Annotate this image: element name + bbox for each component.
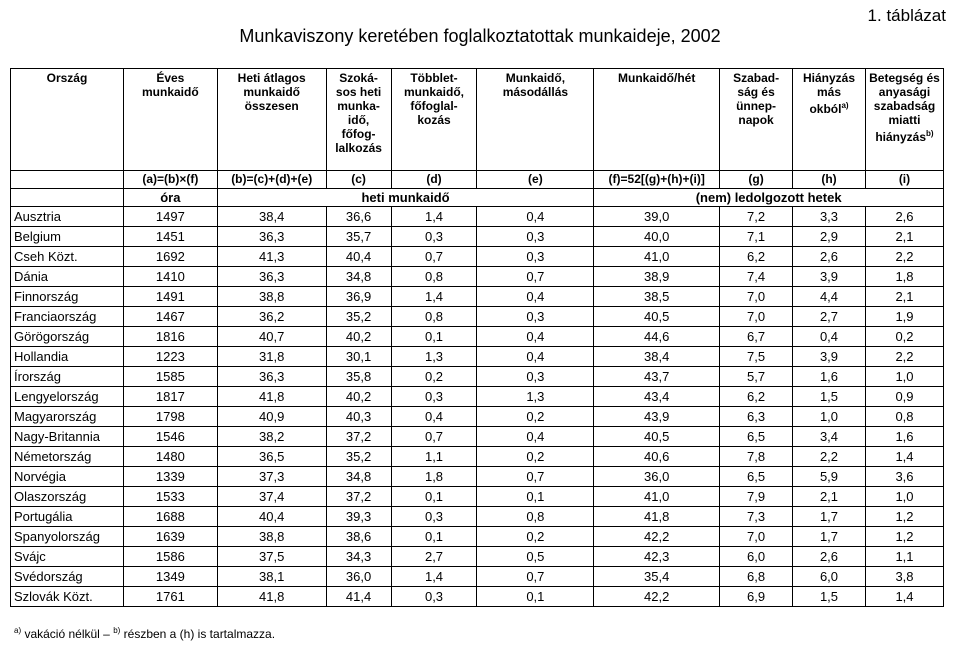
value-cell: 1339: [123, 467, 217, 487]
table-row: [11, 227, 944, 247]
country-cell: Olaszország: [11, 487, 124, 507]
value-cell: 2,6: [793, 247, 866, 267]
header-row: [11, 69, 944, 171]
value-cell: 0,3: [477, 307, 594, 327]
formula-cell: (i): [865, 171, 943, 189]
unit-cell: óra: [123, 189, 217, 207]
value-cell: 6,3: [720, 407, 793, 427]
table-row: [11, 207, 944, 227]
value-cell: 37,4: [217, 487, 326, 507]
value-cell: 37,3: [217, 467, 326, 487]
value-cell: 0,3: [477, 247, 594, 267]
value-cell: 1410: [123, 267, 217, 287]
footnote-text: vakáció nélkül –: [21, 627, 114, 641]
value-cell: 36,0: [594, 467, 720, 487]
table-row: [11, 247, 944, 267]
value-cell: 0,3: [477, 227, 594, 247]
value-cell: 0,3: [391, 587, 477, 607]
value-cell: 0,7: [477, 267, 594, 287]
value-cell: 1,4: [391, 287, 477, 307]
unit-cell: heti munkaidő: [217, 189, 594, 207]
value-cell: 40,2: [326, 327, 391, 347]
footnote-marker: a): [841, 101, 849, 110]
value-cell: 37,5: [217, 547, 326, 567]
value-cell: 7,9: [720, 487, 793, 507]
value-cell: 5,7: [720, 367, 793, 387]
value-cell: 40,9: [217, 407, 326, 427]
value-cell: 38,8: [217, 287, 326, 307]
value-cell: 38,4: [217, 207, 326, 227]
value-cell: 39,3: [326, 507, 391, 527]
value-cell: 1,8: [865, 267, 943, 287]
value-cell: 1,1: [391, 447, 477, 467]
value-cell: 35,2: [326, 447, 391, 467]
country-cell: Hollandia: [11, 347, 124, 367]
value-cell: 1,4: [865, 447, 943, 467]
value-cell: 41,0: [594, 487, 720, 507]
value-cell: 1,5: [793, 387, 866, 407]
value-cell: 0,4: [477, 427, 594, 447]
value-cell: 6,5: [720, 467, 793, 487]
country-cell: Portugália: [11, 507, 124, 527]
value-cell: 0,3: [391, 507, 477, 527]
header-cell: [865, 69, 943, 171]
value-cell: 1497: [123, 207, 217, 227]
value-cell: 3,6: [865, 467, 943, 487]
value-cell: 43,7: [594, 367, 720, 387]
value-cell: 1,3: [391, 347, 477, 367]
value-cell: 36,3: [217, 267, 326, 287]
formula-cell: (d): [391, 171, 477, 189]
value-cell: 36,2: [217, 307, 326, 327]
value-cell: 1816: [123, 327, 217, 347]
value-cell: 38,5: [594, 287, 720, 307]
value-cell: 0,1: [391, 527, 477, 547]
value-cell: 1688: [123, 507, 217, 527]
value-cell: 41,8: [594, 507, 720, 527]
value-cell: 41,3: [217, 247, 326, 267]
value-cell: 7,2: [720, 207, 793, 227]
unit-cell: (nem) ledolgozott hetek: [594, 189, 944, 207]
value-cell: 6,2: [720, 387, 793, 407]
value-cell: 1,6: [865, 427, 943, 447]
value-cell: 36,6: [326, 207, 391, 227]
table-row: [11, 567, 944, 587]
value-cell: 41,8: [217, 587, 326, 607]
value-cell: 0,8: [477, 507, 594, 527]
value-cell: 6,0: [720, 547, 793, 567]
value-cell: 38,4: [594, 347, 720, 367]
value-cell: 0,8: [865, 407, 943, 427]
value-cell: 0,8: [391, 307, 477, 327]
value-cell: 6,7: [720, 327, 793, 347]
value-cell: 7,1: [720, 227, 793, 247]
table-row: [11, 267, 944, 287]
value-cell: 35,2: [326, 307, 391, 327]
value-cell: 3,8: [865, 567, 943, 587]
header-cell: Ország: [11, 69, 124, 171]
value-cell: 43,4: [594, 387, 720, 407]
header-cell: Heti átlagos munkaidő összesen: [217, 69, 326, 171]
value-cell: 1639: [123, 527, 217, 547]
value-cell: 36,5: [217, 447, 326, 467]
value-cell: 40,6: [594, 447, 720, 467]
value-cell: 1,9: [865, 307, 943, 327]
value-cell: 0,3: [391, 227, 477, 247]
value-cell: 6,8: [720, 567, 793, 587]
country-cell: Franciaország: [11, 307, 124, 327]
value-cell: 38,2: [217, 427, 326, 447]
country-cell: Dánia: [11, 267, 124, 287]
unit-cell: [11, 189, 124, 207]
value-cell: 36,9: [326, 287, 391, 307]
value-cell: 1533: [123, 487, 217, 507]
formula-cell: (c): [326, 171, 391, 189]
value-cell: 7,0: [720, 307, 793, 327]
value-cell: 0,4: [793, 327, 866, 347]
formula-cell: (b)=(c)+(d)+(e): [217, 171, 326, 189]
table-row: [11, 327, 944, 347]
value-cell: 1,2: [865, 527, 943, 547]
value-cell: 7,3: [720, 507, 793, 527]
value-cell: 42,2: [594, 527, 720, 547]
country-cell: Belgium: [11, 227, 124, 247]
value-cell: 1546: [123, 427, 217, 447]
working-time-table: [10, 68, 944, 607]
formula-cell: (a)=(b)×(f): [123, 171, 217, 189]
value-cell: 0,8: [391, 267, 477, 287]
value-cell: 0,1: [391, 487, 477, 507]
header-cell: Többlet-munkaidő, főfoglal-kozás: [391, 69, 477, 171]
value-cell: 0,7: [477, 567, 594, 587]
value-cell: 6,5: [720, 427, 793, 447]
country-cell: Finnország: [11, 287, 124, 307]
country-cell: Svájc: [11, 547, 124, 567]
value-cell: 0,4: [477, 347, 594, 367]
footnote-marker: b): [926, 129, 934, 138]
table-row: [11, 287, 944, 307]
table-row: [11, 547, 944, 567]
country-cell: Svédország: [11, 567, 124, 587]
unit-row: [11, 189, 944, 207]
country-cell: Cseh Közt.: [11, 247, 124, 267]
value-cell: 43,9: [594, 407, 720, 427]
value-cell: 0,7: [391, 427, 477, 447]
value-cell: 38,6: [326, 527, 391, 547]
table-row: [11, 527, 944, 547]
value-cell: 35,4: [594, 567, 720, 587]
country-cell: Görögország: [11, 327, 124, 347]
value-cell: 1223: [123, 347, 217, 367]
value-cell: 1491: [123, 287, 217, 307]
value-cell: 0,9: [865, 387, 943, 407]
value-cell: 2,1: [865, 287, 943, 307]
footnote-marker: b): [113, 626, 121, 635]
value-cell: 40,3: [326, 407, 391, 427]
country-cell: Norvégia: [11, 467, 124, 487]
formula-cell: (e): [477, 171, 594, 189]
footnote-text: részben a (h) is tartalmazza.: [120, 627, 276, 641]
value-cell: 36,3: [217, 227, 326, 247]
value-cell: 3,4: [793, 427, 866, 447]
value-cell: 2,6: [865, 207, 943, 227]
value-cell: 1349: [123, 567, 217, 587]
value-cell: 1761: [123, 587, 217, 607]
value-cell: 0,5: [477, 547, 594, 567]
value-cell: 0,4: [477, 287, 594, 307]
country-cell: Nagy-Britannia: [11, 427, 124, 447]
country-cell: Magyarország: [11, 407, 124, 427]
value-cell: 41,4: [326, 587, 391, 607]
formula-row: [11, 171, 944, 189]
value-cell: 0,2: [391, 367, 477, 387]
value-cell: 41,0: [594, 247, 720, 267]
value-cell: 0,3: [391, 387, 477, 407]
value-cell: 37,2: [326, 487, 391, 507]
value-cell: 0,4: [477, 327, 594, 347]
value-cell: 1,1: [865, 547, 943, 567]
country-cell: Spanyolország: [11, 527, 124, 547]
value-cell: 38,9: [594, 267, 720, 287]
value-cell: 1,0: [865, 487, 943, 507]
formula-cell: (g): [720, 171, 793, 189]
value-cell: 7,4: [720, 267, 793, 287]
value-cell: 1585: [123, 367, 217, 387]
footnote: [14, 626, 275, 641]
header-label: Betegség és anyasági szabadság miatti hiányzás: [869, 71, 940, 144]
value-cell: 0,2: [477, 527, 594, 547]
value-cell: 1,3: [477, 387, 594, 407]
value-cell: 3,9: [793, 267, 866, 287]
value-cell: 1,0: [793, 407, 866, 427]
header-cell: Éves munkaidő: [123, 69, 217, 171]
value-cell: 0,1: [477, 487, 594, 507]
country-cell: Lengyelország: [11, 387, 124, 407]
value-cell: 6,2: [720, 247, 793, 267]
value-cell: 39,0: [594, 207, 720, 227]
value-cell: 0,1: [391, 327, 477, 347]
value-cell: 2,7: [391, 547, 477, 567]
formula-cell: [11, 171, 124, 189]
value-cell: 0,4: [477, 207, 594, 227]
country-cell: Írország: [11, 367, 124, 387]
table-row: [11, 487, 944, 507]
value-cell: 37,2: [326, 427, 391, 447]
value-cell: 7,5: [720, 347, 793, 367]
value-cell: 1798: [123, 407, 217, 427]
value-cell: 2,1: [865, 227, 943, 247]
value-cell: 0,4: [391, 407, 477, 427]
value-cell: 34,3: [326, 547, 391, 567]
value-cell: 36,0: [326, 567, 391, 587]
value-cell: 7,8: [720, 447, 793, 467]
value-cell: 6,0: [793, 567, 866, 587]
value-cell: 0,3: [477, 367, 594, 387]
table-row: [11, 427, 944, 447]
value-cell: 1,8: [391, 467, 477, 487]
header-cell: Szabad-ság és ünnep-napok: [720, 69, 793, 171]
value-cell: 1817: [123, 387, 217, 407]
value-cell: 2,6: [793, 547, 866, 567]
value-cell: 2,2: [865, 347, 943, 367]
value-cell: 0,7: [391, 247, 477, 267]
value-cell: 0,2: [865, 327, 943, 347]
value-cell: 35,7: [326, 227, 391, 247]
value-cell: 1480: [123, 447, 217, 467]
value-cell: 1,4: [865, 587, 943, 607]
formula-cell: (f)=52[(g)+(h)+(i)]: [594, 171, 720, 189]
value-cell: 2,9: [793, 227, 866, 247]
value-cell: 0,7: [477, 467, 594, 487]
table-row: [11, 307, 944, 327]
value-cell: 40,0: [594, 227, 720, 247]
country-cell: Szlovák Közt.: [11, 587, 124, 607]
value-cell: 1,4: [391, 207, 477, 227]
value-cell: 1,2: [865, 507, 943, 527]
value-cell: 34,8: [326, 467, 391, 487]
value-cell: 1,7: [793, 507, 866, 527]
table-row: [11, 447, 944, 467]
value-cell: 38,1: [217, 567, 326, 587]
value-cell: 2,2: [793, 447, 866, 467]
value-cell: 38,8: [217, 527, 326, 547]
value-cell: 30,1: [326, 347, 391, 367]
page-title: Munkaviszony keretében foglalkoztatottak munkaideje, 2002: [239, 26, 721, 46]
table-row: [11, 347, 944, 367]
value-cell: 44,6: [594, 327, 720, 347]
value-cell: 5,9: [793, 467, 866, 487]
value-cell: 3,3: [793, 207, 866, 227]
value-cell: 1,0: [865, 367, 943, 387]
value-cell: 0,1: [477, 587, 594, 607]
value-cell: 1,6: [793, 367, 866, 387]
value-cell: 40,5: [594, 307, 720, 327]
value-cell: 34,8: [326, 267, 391, 287]
value-cell: 40,7: [217, 327, 326, 347]
footnote-marker: a): [14, 626, 22, 635]
formula-cell: (h): [793, 171, 866, 189]
table-row: [11, 367, 944, 387]
value-cell: 0,2: [477, 447, 594, 467]
table-row: [11, 507, 944, 527]
value-cell: 40,4: [217, 507, 326, 527]
header-cell: Munkaidő, másodállás: [477, 69, 594, 171]
value-cell: 1,7: [793, 527, 866, 547]
table-row: [11, 387, 944, 407]
header-label: Hiányzás más okból: [802, 71, 856, 116]
header-cell: [793, 69, 866, 171]
value-cell: 4,4: [793, 287, 866, 307]
value-cell: 35,8: [326, 367, 391, 387]
value-cell: 42,2: [594, 587, 720, 607]
table-row: [11, 407, 944, 427]
header-cell: Munkaidő/hét: [594, 69, 720, 171]
value-cell: 36,3: [217, 367, 326, 387]
value-cell: 2,1: [793, 487, 866, 507]
value-cell: 3,9: [793, 347, 866, 367]
value-cell: 0,2: [477, 407, 594, 427]
value-cell: 1,4: [391, 567, 477, 587]
value-cell: 40,5: [594, 427, 720, 447]
value-cell: 1692: [123, 247, 217, 267]
value-cell: 40,4: [326, 247, 391, 267]
value-cell: 2,7: [793, 307, 866, 327]
value-cell: 42,3: [594, 547, 720, 567]
country-cell: Ausztria: [11, 207, 124, 227]
value-cell: 31,8: [217, 347, 326, 367]
table-row: [11, 467, 944, 487]
header-cell: Szoká-sos heti munka-idő, főfog-lalkozás: [326, 69, 391, 171]
table-row: [11, 587, 944, 607]
value-cell: 41,8: [217, 387, 326, 407]
value-cell: 2,2: [865, 247, 943, 267]
value-cell: 7,0: [720, 287, 793, 307]
value-cell: 40,2: [326, 387, 391, 407]
country-cell: Németország: [11, 447, 124, 467]
value-cell: 1,5: [793, 587, 866, 607]
value-cell: 7,0: [720, 527, 793, 547]
value-cell: 6,9: [720, 587, 793, 607]
value-cell: 1586: [123, 547, 217, 567]
value-cell: 1467: [123, 307, 217, 327]
table-number: 1. táblázat: [867, 6, 946, 25]
value-cell: 1451: [123, 227, 217, 247]
